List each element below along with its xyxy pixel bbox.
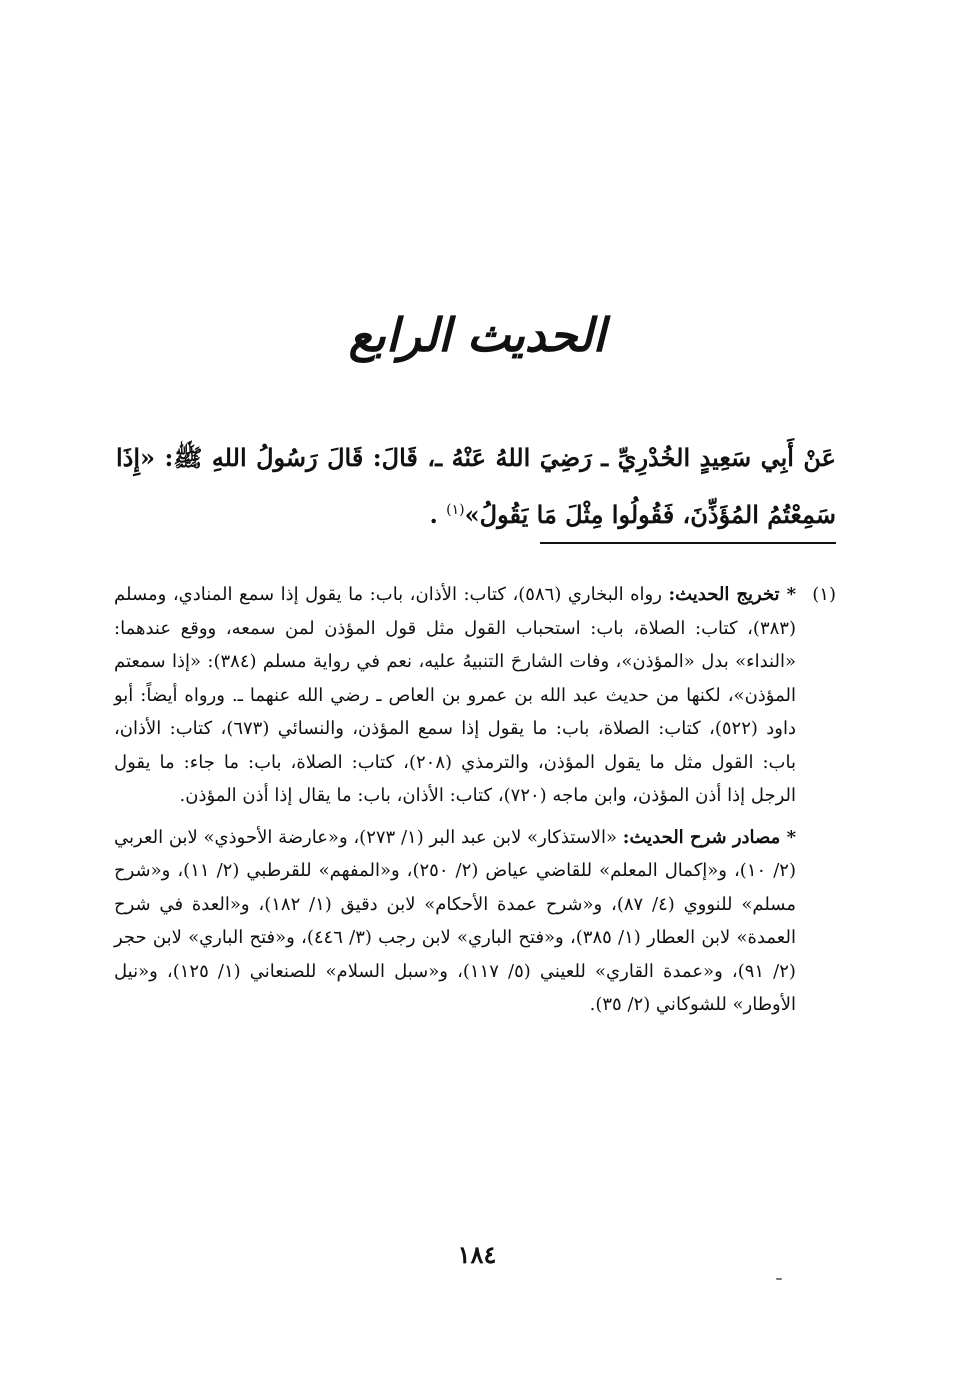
footnote-label-takhrij: * تخريج الحديث:: [668, 584, 796, 605]
footnote-number: (١): [812, 584, 836, 605]
footnotes-section: [114, 578, 836, 1030]
footnote-ref-mark: (١): [446, 502, 465, 518]
footnote-1: [114, 578, 836, 1030]
footnote-paragraph-sources: [114, 821, 796, 1022]
footnote-body: [114, 578, 796, 1030]
scan-speck: [776, 1278, 782, 1280]
footnote-paragraph-takhrij: [114, 578, 796, 813]
chapter-title: الحديث الرابع: [348, 308, 606, 362]
footnote-text-takhrij: رواه البخاري (٥٨٦)، كتاب: الأذان، باب: ما يقول إذا سمع المنادي، ومسلم (٣٨٣)، كتاب: الصلاة، باب: استحباب القول مثل قول المؤذن لمن سمعه، ووقع عندهما: «النداء» بدل «المؤذن»، وفات الشارحَ التنبيهُ عليه، نعم في رواية مسلم (٣٨٤): «إذا سمعتم المؤذن»، لكنها من حديث عبد الله بن عمرو بن العاص ـ رضي الله عنهما ـ. ورواه أيضاً: أبو داود (٥٢٢)، كتاب: الصلاة، باب: ما يقول إذا سمع المؤذن، والنسائي (٦٧٣)، كتاب: الأذان، باب: القول مثل ما يقول المؤذن، والترمذي (٢٠٨)، كتاب: الصلاة، باب: ما جاء: ما يقول الرجل إذا أذن المؤذن، وابن ماجه (٧٢٠)، كتاب: الأذان، باب: ما يقال إذا أذن المؤذن.: [114, 584, 797, 806]
footnote-separator: [540, 542, 836, 544]
footnote-text-sources: «الاستذكار» لابن عبد البر (١/ ٢٧٣)، و«عارضة الأحوذي» لابن العربي (٢/ ١٠)، و«إكمال المعلم» للقاضي عياض (٢/ ٢٥٠)، و«المفهم» للقرطبي (٢/ ١١)، و«شرح مسلم» للنووي (٤/ ٨٧)، و«شرح عمدة الأحكام» لابن دقيق (١/ ١٨٢)، و«العدة في شرح العمدة» لابن العطار (١/ ٣٨٥)، و«فتح الباري» لابن رجب (٣/ ٤٤٦)، و«فتح الباري» لابن حجر (٢/ ٩١)، و«عمدة القاري» للعيني (٥/ ١١٧)، و«سبل السلام» للصنعاني (١/ ١٢٥)، و«نيل الأوطار» للشوكاني (٢/ ٣٥).: [114, 826, 796, 1015]
page-number: ١٨٤: [457, 1240, 497, 1269]
hadith-text-block: [116, 432, 836, 541]
hadith-text: عَنْ أَبِي سَعِيدٍ الخُدْرِيِّ ـ رَضِيَ اللهُ عَنْهُ ـ، قَالَ: قَالَ رَسُولُ اللهِ ﷺ: «إِذَا سَمِعْتُمُ المُؤَذِّنَ، فَقُولُوا مِثْلَ مَا يَقُولُ»: [116, 443, 836, 529]
footnote-label-sources: * مصادر شرح الحديث:: [622, 826, 796, 848]
hadith-end-mark: .: [429, 500, 438, 529]
